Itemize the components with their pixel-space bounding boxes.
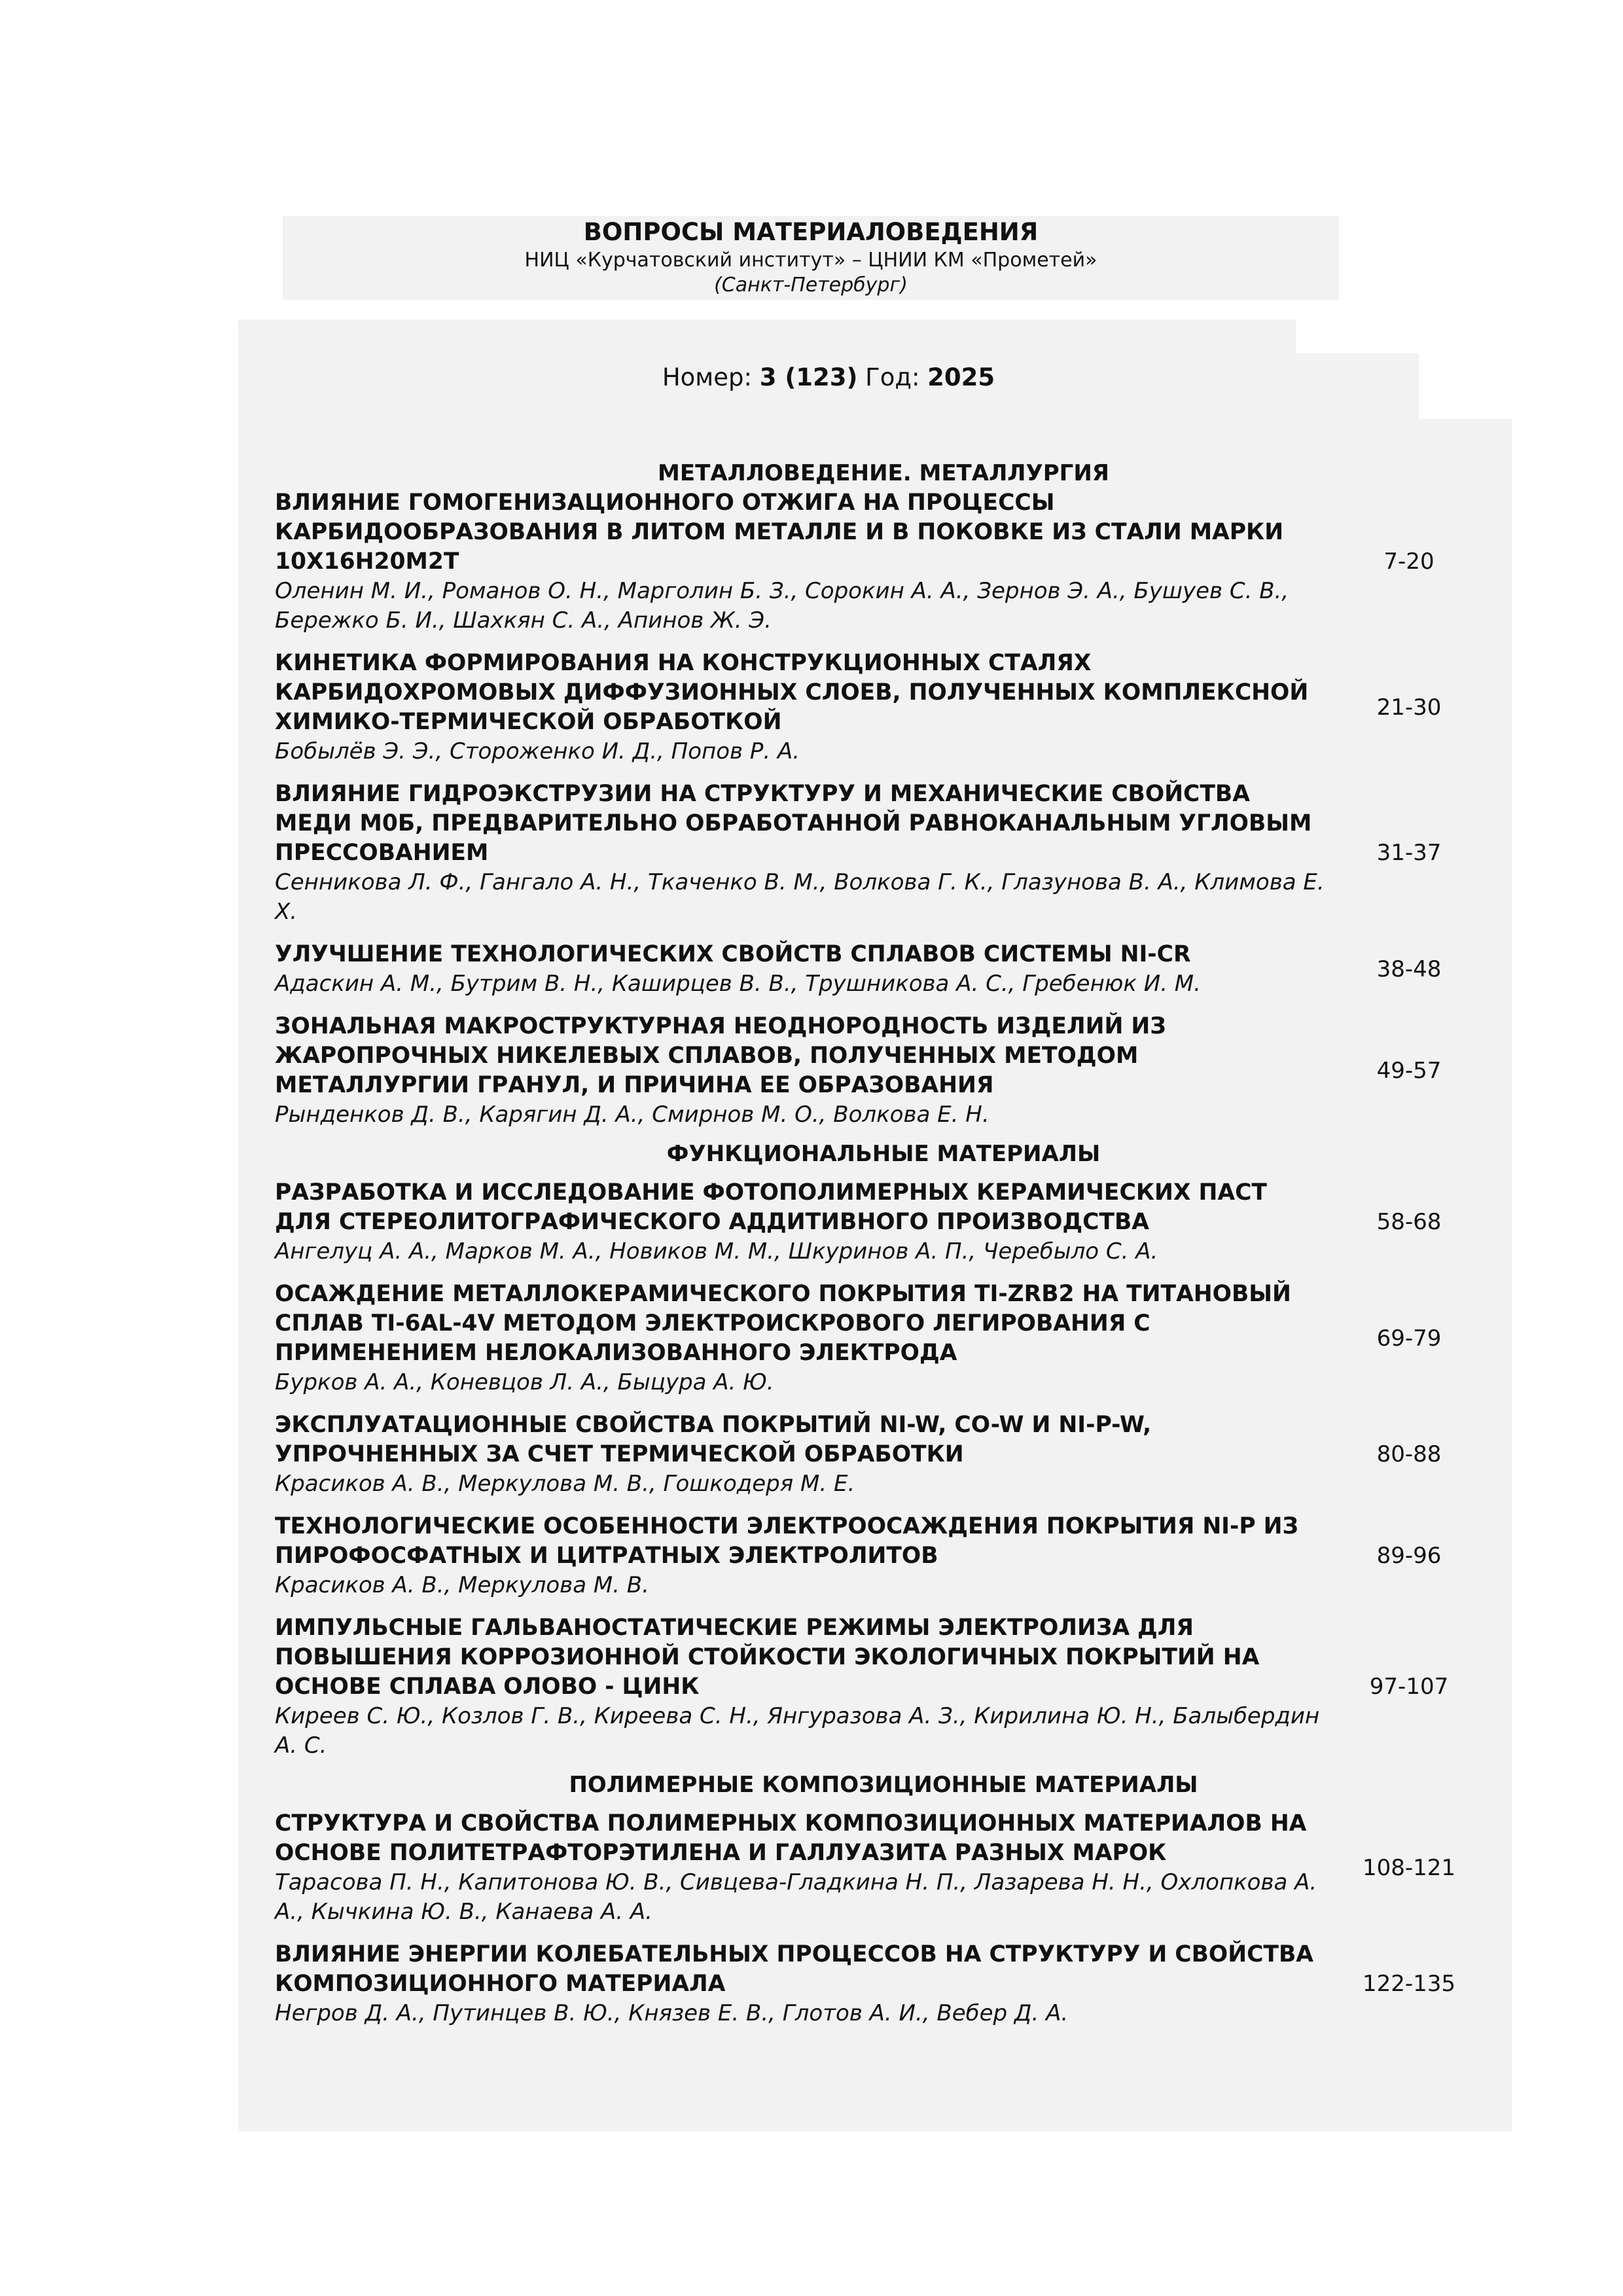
- journal-city: (Санкт-Петербург): [714, 274, 908, 296]
- article-text: [275, 780, 1326, 927]
- issue-background-top: [238, 319, 1296, 359]
- article-entry: [275, 649, 1492, 766]
- article-entry: [275, 1410, 1492, 1499]
- article-pages: 122-135: [1362, 1971, 1456, 1997]
- article-title[interactable]: ЭКСПЛУАТАЦИОННЫЕ СВОЙСТВА ПОКРЫТИЙ NI-W, CO-W И NI-P-W, УПРОЧНЕННЫХ ЗА СЧЕТ ТЕРМИЧЕСКОЙ ОБРАБОТКИ: [275, 1412, 1152, 1467]
- article-title[interactable]: ВЛИЯНИЕ ГОМОГЕНИЗАЦИОННОГО ОТЖИГА НА ПРОЦЕССЫ КАРБИДООБРАЗОВАНИЯ В ЛИТОМ МЕТАЛЛЕ И В ПОКОВКЕ ИЗ СТАЛИ МАРКИ 10Х16Н20М2Т: [275, 490, 1284, 575]
- article-entry: [275, 780, 1492, 927]
- article-entry: [275, 1280, 1492, 1397]
- article-pages: 49-57: [1376, 1057, 1442, 1084]
- article-pages: 89-96: [1376, 1543, 1442, 1569]
- article-text: [275, 1280, 1326, 1397]
- article-authors: Негров Д. А., Путинцев В. Ю., Князев Е. В., Глотов А. И., Вебер Д. А.: [275, 2000, 1069, 2026]
- article-title[interactable]: ВЛИЯНИЕ ГИДРОЭКСТРУЗИИ НА СТРУКТУРУ И МЕХАНИЧЕСКИЕ СВОЙСТВА МЕДИ М0Б, ПРЕДВАРИТЕЛЬНО ОБРАБОТАННОЙ РАВНОКАНАЛЬНЫМ УГЛОВЫМ ПРЕССОВАНИЕМ: [275, 781, 1312, 866]
- article-text: [275, 1012, 1326, 1130]
- journal-publisher: НИЦ «Курчатовский институт» – ЦНИИ КМ «Прометей»: [524, 249, 1097, 272]
- article-authors: Красиков А. В., Меркулова М. В.: [275, 1572, 649, 1598]
- article-text: [275, 488, 1326, 636]
- article-authors: Бурков А. А., Коневцов Л. А., Быцура А. Ю.: [275, 1369, 774, 1395]
- section-title: ФУНКЦИОНАЛЬНЫЕ МАТЕРИАЛЫ: [666, 1141, 1101, 1167]
- table-of-contents: [275, 458, 1492, 2041]
- article-entry: [275, 1178, 1492, 1266]
- article-text: [275, 940, 1326, 999]
- journal-title: ВОПРОСЫ МАТЕРИАЛОВЕДЕНИЯ: [583, 218, 1039, 246]
- article-text: [275, 649, 1326, 766]
- article-text: [275, 1809, 1326, 1927]
- issue-number: 3 (123): [759, 363, 858, 391]
- article-title[interactable]: ИМПУЛЬСНЫЕ ГАЛЬВАНОСТАТИЧЕСКИЕ РЕЖИМЫ ЭЛЕКТРОЛИЗА ДЛЯ ПОВЫШЕНИЯ КОРРОЗИОННОЙ СТОЙКОСТИ ЭКОЛОГИЧНЫХ ПОКРЫТИЙ НА ОСНОВЕ СПЛАВА ОЛОВО - ЦИНК: [275, 1615, 1260, 1700]
- article-text: [275, 1613, 1326, 1761]
- article-authors: Рынденков Д. В., Карягин Д. А., Смирнов М. О., Волкова Е. Н.: [275, 1102, 990, 1128]
- article-pages: 108-121: [1362, 1854, 1456, 1881]
- article-title[interactable]: ЗОНАЛЬНАЯ МАКРОСТРУКТУРНАЯ НЕОДНОРОДНОСТЬ ИЗДЕЛИЙ ИЗ ЖАРОПРОЧНЫХ НИКЕЛЕВЫХ СПЛАВОВ, ПОЛУЧЕННЫХ МЕТОДОМ МЕТАЛЛУРГИИ ГРАНУЛ, И ПРИЧИНА ЕЕ ОБРАЗОВАНИЯ: [275, 1013, 1166, 1098]
- article-entry: [275, 1613, 1492, 1761]
- article-authors: Ангелуц А. А., Марков М. А., Новиков М. М., Шкуринов А. П., Черебыло С. А.: [275, 1238, 1158, 1265]
- article-pages: 38-48: [1376, 956, 1442, 982]
- article-entry: [275, 1809, 1492, 1927]
- article-text: [275, 1178, 1326, 1266]
- article-pages: 21-30: [1376, 694, 1442, 721]
- article-authors: Тарасова П. Н., Капитонова Ю. В., Сивцева-Гладкина Н. П., Лазарева Н. Н., Охлопкова А. А., Кычкина Ю. В., Канаева А. А.: [275, 1869, 1317, 1925]
- article-entry: [275, 1012, 1492, 1130]
- article-pages: 97-107: [1369, 1674, 1449, 1700]
- section-title: ПОЛИМЕРНЫЕ КОМПОЗИЦИОННЫЕ МАТЕРИАЛЫ: [569, 1772, 1198, 1798]
- article-pages: 31-37: [1376, 840, 1442, 866]
- article-authors: Красиков А. В., Меркулова М. В., Гошкодеря М. Е.: [275, 1471, 855, 1497]
- issue-number-label: Номер:: [662, 363, 752, 391]
- article-title[interactable]: КИНЕТИКА ФОРМИРОВАНИЯ НА КОНСТРУКЦИОННЫХ СТАЛЯХ КАРБИДОХРОМОВЫХ ДИФФУЗИОННЫХ СЛОЕВ, ПОЛУЧЕННЫХ КОМПЛЕКСНОЙ ХИМИКО-ТЕРМИЧЕСКОЙ ОБРАБОТКОЙ: [275, 650, 1309, 735]
- article-title[interactable]: ОСАЖДЕНИЕ МЕТАЛЛОКЕРАМИЧЕСКОГО ПОКРЫТИЯ TI-ZRB2 НА ТИТАНОВЫЙ СПЛАВ TI-6AL-4V МЕТОДОМ ЭЛЕКТРОИСКРОВОГО ЛЕГИРОВАНИЯ С ПРИМЕНЕНИЕМ НЕЛОКАЛИЗОВАННОГО ЭЛЕКТРОДА: [275, 1281, 1291, 1366]
- issue-year: 2025: [927, 363, 995, 391]
- article-title[interactable]: СТРУКТУРА И СВОЙСТВА ПОЛИМЕРНЫХ КОМПОЗИЦИОННЫХ МАТЕРИАЛОВ НА ОСНОВЕ ПОЛИТЕТРАФТОРЭТИЛЕНА И ГАЛЛУАЗИТА РАЗНЫХ МАРОК: [275, 1810, 1307, 1866]
- article-pages: 7-20: [1383, 548, 1435, 575]
- article-text: [275, 1410, 1326, 1499]
- article-title[interactable]: ВЛИЯНИЕ ЭНЕРГИИ КОЛЕБАТЕЛЬНЫХ ПРОЦЕССОВ НА СТРУКТУРУ И СВОЙСТВА КОМПОЗИЦИОННОГО МАТЕРИАЛА: [275, 1941, 1313, 1997]
- article-pages: 58-68: [1376, 1209, 1442, 1235]
- article-title[interactable]: ТЕХНОЛОГИЧЕСКИЕ ОСОБЕННОСТИ ЭЛЕКТРООСАЖДЕНИЯ ПОКРЫТИЯ NI-P ИЗ ПИРОФОСФАТНЫХ И ЦИТРАТНЫХ ЭЛЕКТРОЛИТОВ: [275, 1513, 1299, 1569]
- article-authors: Адаскин А. М., Бутрим В. Н., Каширцев В. В., Трушникова А. С., Гребенюк И. М.: [275, 971, 1201, 997]
- article-entry: [275, 1940, 1492, 2028]
- article-authors: Бобылёв Э. Э., Стороженко И. Д., Попов Р. А.: [275, 738, 800, 764]
- article-authors: Сенникова Л. Ф., Гангало А. Н., Ткаченко В. М., Волкова Г. К., Глазунова В. А., Климова Е. Х.: [275, 869, 1325, 925]
- issue-year-label: Год:: [865, 363, 920, 391]
- article-entry: [275, 488, 1492, 636]
- article-authors: Оленин М. И., Романов О. Н., Марголин Б. З., Сорокин А. А., Зернов Э. А., Бушуев С. В., Бережко Б. И., Шахкян С. А., Апинов Ж. Э.: [275, 578, 1289, 634]
- issue-info: [238, 361, 1419, 394]
- section-title: МЕТАЛЛОВЕДЕНИЕ. МЕТАЛЛУРГИЯ: [658, 460, 1109, 486]
- article-authors: Киреев С. Ю., Козлов Г. В., Киреева С. Н., Янгуразова А. З., Кирилина Ю. Н., Балыбердин А. С.: [275, 1703, 1320, 1759]
- article-pages: 69-79: [1376, 1325, 1442, 1352]
- article-entry: [275, 940, 1492, 999]
- article-entry: [275, 1512, 1492, 1600]
- article-pages: 80-88: [1376, 1441, 1442, 1467]
- article-title[interactable]: УЛУЧШЕНИЕ ТЕХНОЛОГИЧЕСКИХ СВОЙСТВ СПЛАВОВ СИСТЕМЫ NI-CR: [275, 941, 1191, 967]
- article-text: [275, 1512, 1326, 1600]
- article-title[interactable]: РАЗРАБОТКА И ИССЛЕДОВАНИЕ ФОТОПОЛИМЕРНЫХ КЕРАМИЧЕСКИХ ПАСТ ДЛЯ СТЕРЕОЛИТОГРАФИЧЕСКОГО АДДИТИВНОГО ПРОИЗВОДСТВА: [275, 1179, 1267, 1235]
- article-text: [275, 1940, 1326, 2028]
